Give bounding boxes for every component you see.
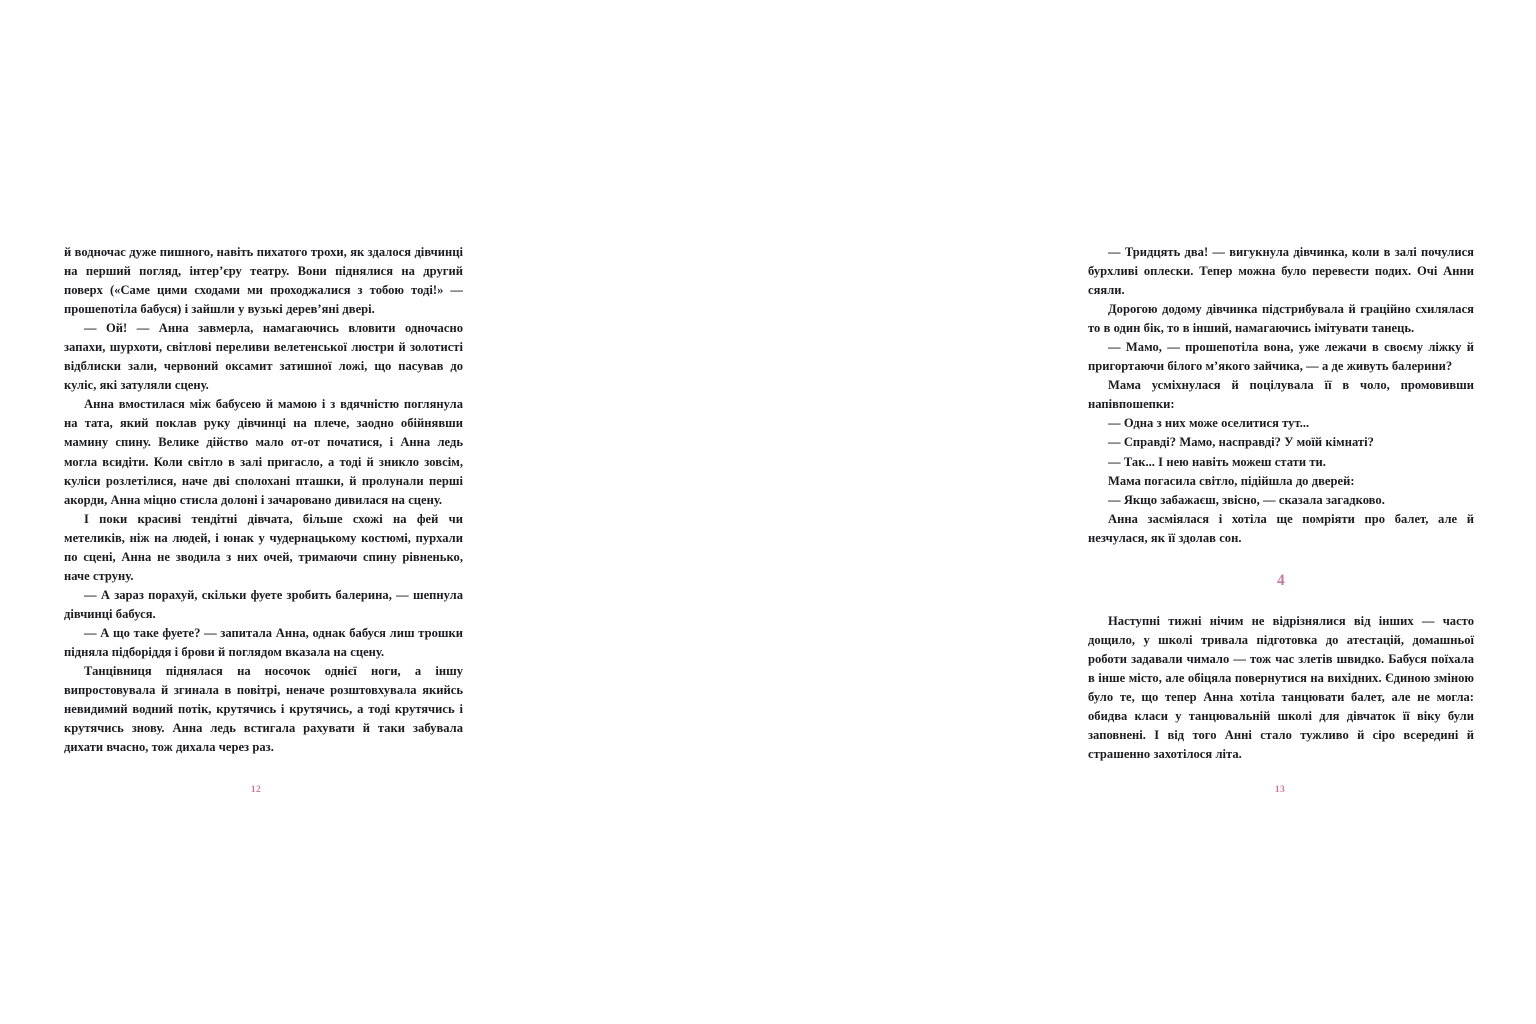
paragraph: Танцівниця піднялася на носочок однієї ноги, а іншу випростовувала й згинала в повітрі, неначе розштовхувала якийсь невидимий водний потік, крутячись і крутячись, а тоді крутячись і крутячись знову. Анна ледь встигала рахувати й таки забувала дихати вчасно, тож дихала через раз. bbox=[64, 664, 463, 755]
paragraph: — Одна з них може оселитися тут... bbox=[1108, 416, 1310, 431]
left-page-textblock bbox=[64, 243, 463, 757]
paragraph: й водночас дуже пишного, навіть пихатого трохи, як здалося дівчинці на перший погляд, інтер’єру театру. Вони піднялися на другий поверх («Саме цими сходами ми проходжалися з тобою тоді!» — прошепотіла бабуся) і зайшли у вузькі дерев’яні двері. bbox=[64, 245, 463, 317]
paragraph: — Ой! — Анна завмерла, намагаючись вловити одночасно запахи, шурхоти, світлові переливи велетенської люстри й золотисті відблиски зали, червоний оксамит затишної ложі, що пасував до куліс, які затуляли сцену. bbox=[64, 321, 463, 393]
paragraph: — Мамо, — прошепотіла вона, уже лежачи в своєму ліжку й пригортаючи білого м’якого зайчика, — а де живуть балерини? bbox=[1088, 340, 1474, 374]
left-page bbox=[0, 0, 512, 1024]
right-page-textblock bbox=[1088, 243, 1474, 764]
paragraph: Мама усміхнулася й поцілувала її в чоло, промовивши напівпошепки: bbox=[1088, 378, 1474, 412]
page-number-right: 13 bbox=[1274, 784, 1286, 795]
paragraph: — Тридцять два! — вигукнула дівчинка, коли в залі почулися бурхливі оплески. Тепер можна було перевести подих. Очі Анни сяяли. bbox=[1088, 245, 1474, 298]
page-number-left: 12 bbox=[250, 784, 262, 795]
paragraph: І поки красиві тендітні дівчата, більше схожі на фей чи метеликів, ніж на людей, і юнак у чудернацькому костюмі, пурхали по сцені, Анна не зводила з них очей, тримаючи спину рівненько, наче струну. bbox=[64, 511, 463, 583]
paragraph: Анна вмостилася між бабусею й мамою і з вдячністю поглянула на тата, який поклав руку дівчинці на плече, заодно обійнявши мамину спину. Велике дійство мало от-от початися, і Анна ледь могла всидіти. Коли світло в залі пригасло, а тоді й зникло зовсім, куліси розлетілися, наче дві сполохані пташки, й пролунали перші акорди, Анна міцно стисла долоні і зачаровано дивилася на сцену. bbox=[64, 397, 463, 507]
paragraph: — Якщо забажаєш, звісно, — сказала загадково. bbox=[1108, 492, 1385, 507]
paragraph: Дорогою додому дівчинка підстрибувала й граційно схилялася то в один бік, то в інший, намагаючись імітувати танець. bbox=[1088, 302, 1474, 336]
paragraph: Анна засміялася і хотіла ще помріяти про балет, але й незчулася, як її здолав сон. bbox=[1088, 511, 1474, 545]
paragraph: — А що таке фуете? — запитала Анна, однак бабуся лиш трошки підняла підборіддя і брови й поглядом вказала на сцену. bbox=[64, 625, 463, 659]
chapter-number: 4 bbox=[1276, 571, 1286, 589]
paragraph: Наступні тижні нічим не відрізнялися від інших — часто дощило, у школі тривала підготовка до атестацій, домашньої роботи задавали чимало — тож час злетів швидко. Бабуся поїхала в інше місто, але обіцяла повернутися на вихідних. Єдиною зміною було те, що тепер Анна хотіла танцювати балет, але не могла: обидва класи у танцювальній школі для дівчаток її віку були заповнені. І від того Анні стало тужливо й сіро всередині й страшенно захотілося літа. bbox=[1088, 613, 1474, 762]
paragraph: — Справді? Мамо, насправді? У моїй кімнаті? bbox=[1108, 435, 1374, 450]
paragraph: — А зараз порахуй, скільки фуете зробить балерина, — шепнула дівчинці бабуся. bbox=[64, 587, 463, 621]
right-page bbox=[512, 0, 1474, 1024]
paragraph: — Так... І нею навіть можеш стати ти. bbox=[1108, 454, 1326, 469]
paragraph: Мама погасила світло, підійшла до дверей: bbox=[1108, 473, 1355, 488]
